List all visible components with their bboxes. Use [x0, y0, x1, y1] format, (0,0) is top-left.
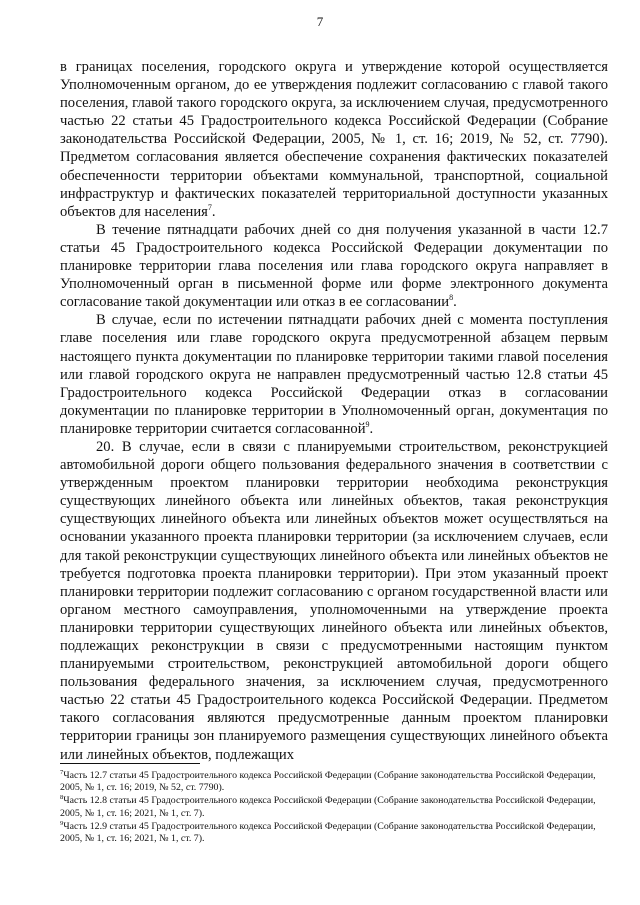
paragraph-review-period — [60, 221, 608, 311]
footnote-mark: 8 — [60, 794, 64, 802]
page-number: 7 — [316, 14, 324, 29]
footnote-mark: 7 — [60, 769, 64, 776]
footnote-ref-8: 8 — [449, 293, 454, 303]
footnote-separator — [60, 763, 200, 764]
paragraph-period: . — [453, 294, 457, 311]
footnote-text: Часть 12.7 статьи 45 Градостроительного кодекса Российской Федерации (Собрание законодательства Российской Федерации, 2005, № 1, ст. 16; 2019, № 52, ст. 7790). — [60, 770, 596, 794]
paragraph-text: В случае, если по истечении пятнадцати рабочих дней с момента поступления главе поселения или главе городского округа предусмотренной абзацем первым настоящего пункта документации по планировке территории такими главой поселения или главой городского округа не направлен предусмотренный частью 12.8 статьи 45 Градостроительного кодекса Российской Федерации отказ в согласовании документации по планировке территории в Уполномоченный орган, документация по планировке территории считается согласованной — [60, 312, 608, 437]
footnote-8 — [60, 795, 608, 819]
paragraph-period: . — [369, 420, 374, 437]
paragraph-text: 20. В случае, если в связи с планируемыми строительством, реконструкцией автомобильной дороги общего пользования федерального значения в соответствии с утвержденным проектом планировки территории необходима реконструкция существующих линейного объекта или линейных объектов, такая реконструкция существующих линейного объекта или линейных объектов может осуществляться на основании указанного проекта планировки территории (за исключением случаев, если для такой реконструкции существующих линейного объекта или линейных объектов не требуется подготовка проекта планировки территории). При этом указанный проект планировки территории подлежит согласованию с органом государственной власти или органом местного самоуправления, уполномоченными на утверждение проекта планировки территории существующих линейного объекта или линейных объектов, подлежащих реконструкции в связи с предусмотренными настоящим пунктом планируемыми строительством, реконструкцией автомобильной дороги общего пользования федерального значения, за исключением случая, предусмотренного частью 22 статьи 45 Градостроительного кодекса Российской Федерации. Предметом такого согласования являются предусмотренные данным проектом планировки территории границы зон планируемого размещения существующих линейного объекта или линейных объектов, подлежащих — [60, 438, 608, 763]
footnote-mark: 9 — [60, 819, 64, 827]
footnote-ref-9: 9 — [365, 419, 370, 429]
paragraph-text: в границах поселения, городского округа и утверждение которой осуществляется Уполномоченным органом, до ее утверждения подлежит согласованию с главой такого поселения, главой такого городского округа, за исключением случая, предусмотренного частью 22 статьи 45 Градостроительного кодекса Российской Федерации (Собрание законодательства Российской Федерации, 2005, № 1, ст. 16; 2019, № 52, ст. 7790). Предметом согласования является обеспечение сохранения фактических показателей обеспеченности территории объектами коммунальной, транспортной, социальной инфраструктур и фактических показателей территориальной доступности указанных объектов для населения — [60, 59, 608, 220]
paragraph-text: В течение пятнадцати рабочих дней со дня получения указанной в части 12.7 статьи 45 Градостроительного кодекса Российской Федерации документации по планировке территории глава поселения или глава городского округа направляет в Уполномоченный орган в письменной форме или форме электронного документа согласование такой документации или отказ в ее согласовании — [60, 221, 608, 311]
footnote-text: Часть 12.9 статьи 45 Градостроительного кодекса Российской Федерации (Собрание законодательства Российской Федерации, 2005, № 1, ст. 16; 2021, № 1, ст. 7). — [60, 820, 596, 845]
footnote-9 — [60, 821, 608, 845]
paragraph-item-20 — [60, 438, 608, 764]
footnote-text: Часть 12.8 статьи 45 Градостроительного кодекса Российской Федерации (Собрание законодательства Российской Федерации, 2005, № 1, ст. 16; 2021, № 1, ст. 7). — [60, 795, 596, 819]
footnotes — [60, 770, 608, 846]
document-body — [60, 58, 608, 764]
footnote-7 — [60, 770, 608, 794]
footnote-ref-7: 7 — [207, 202, 212, 212]
paragraph-continuation — [60, 58, 608, 221]
paragraph-period: . — [211, 203, 216, 220]
paragraph-deemed-approved — [60, 311, 608, 438]
